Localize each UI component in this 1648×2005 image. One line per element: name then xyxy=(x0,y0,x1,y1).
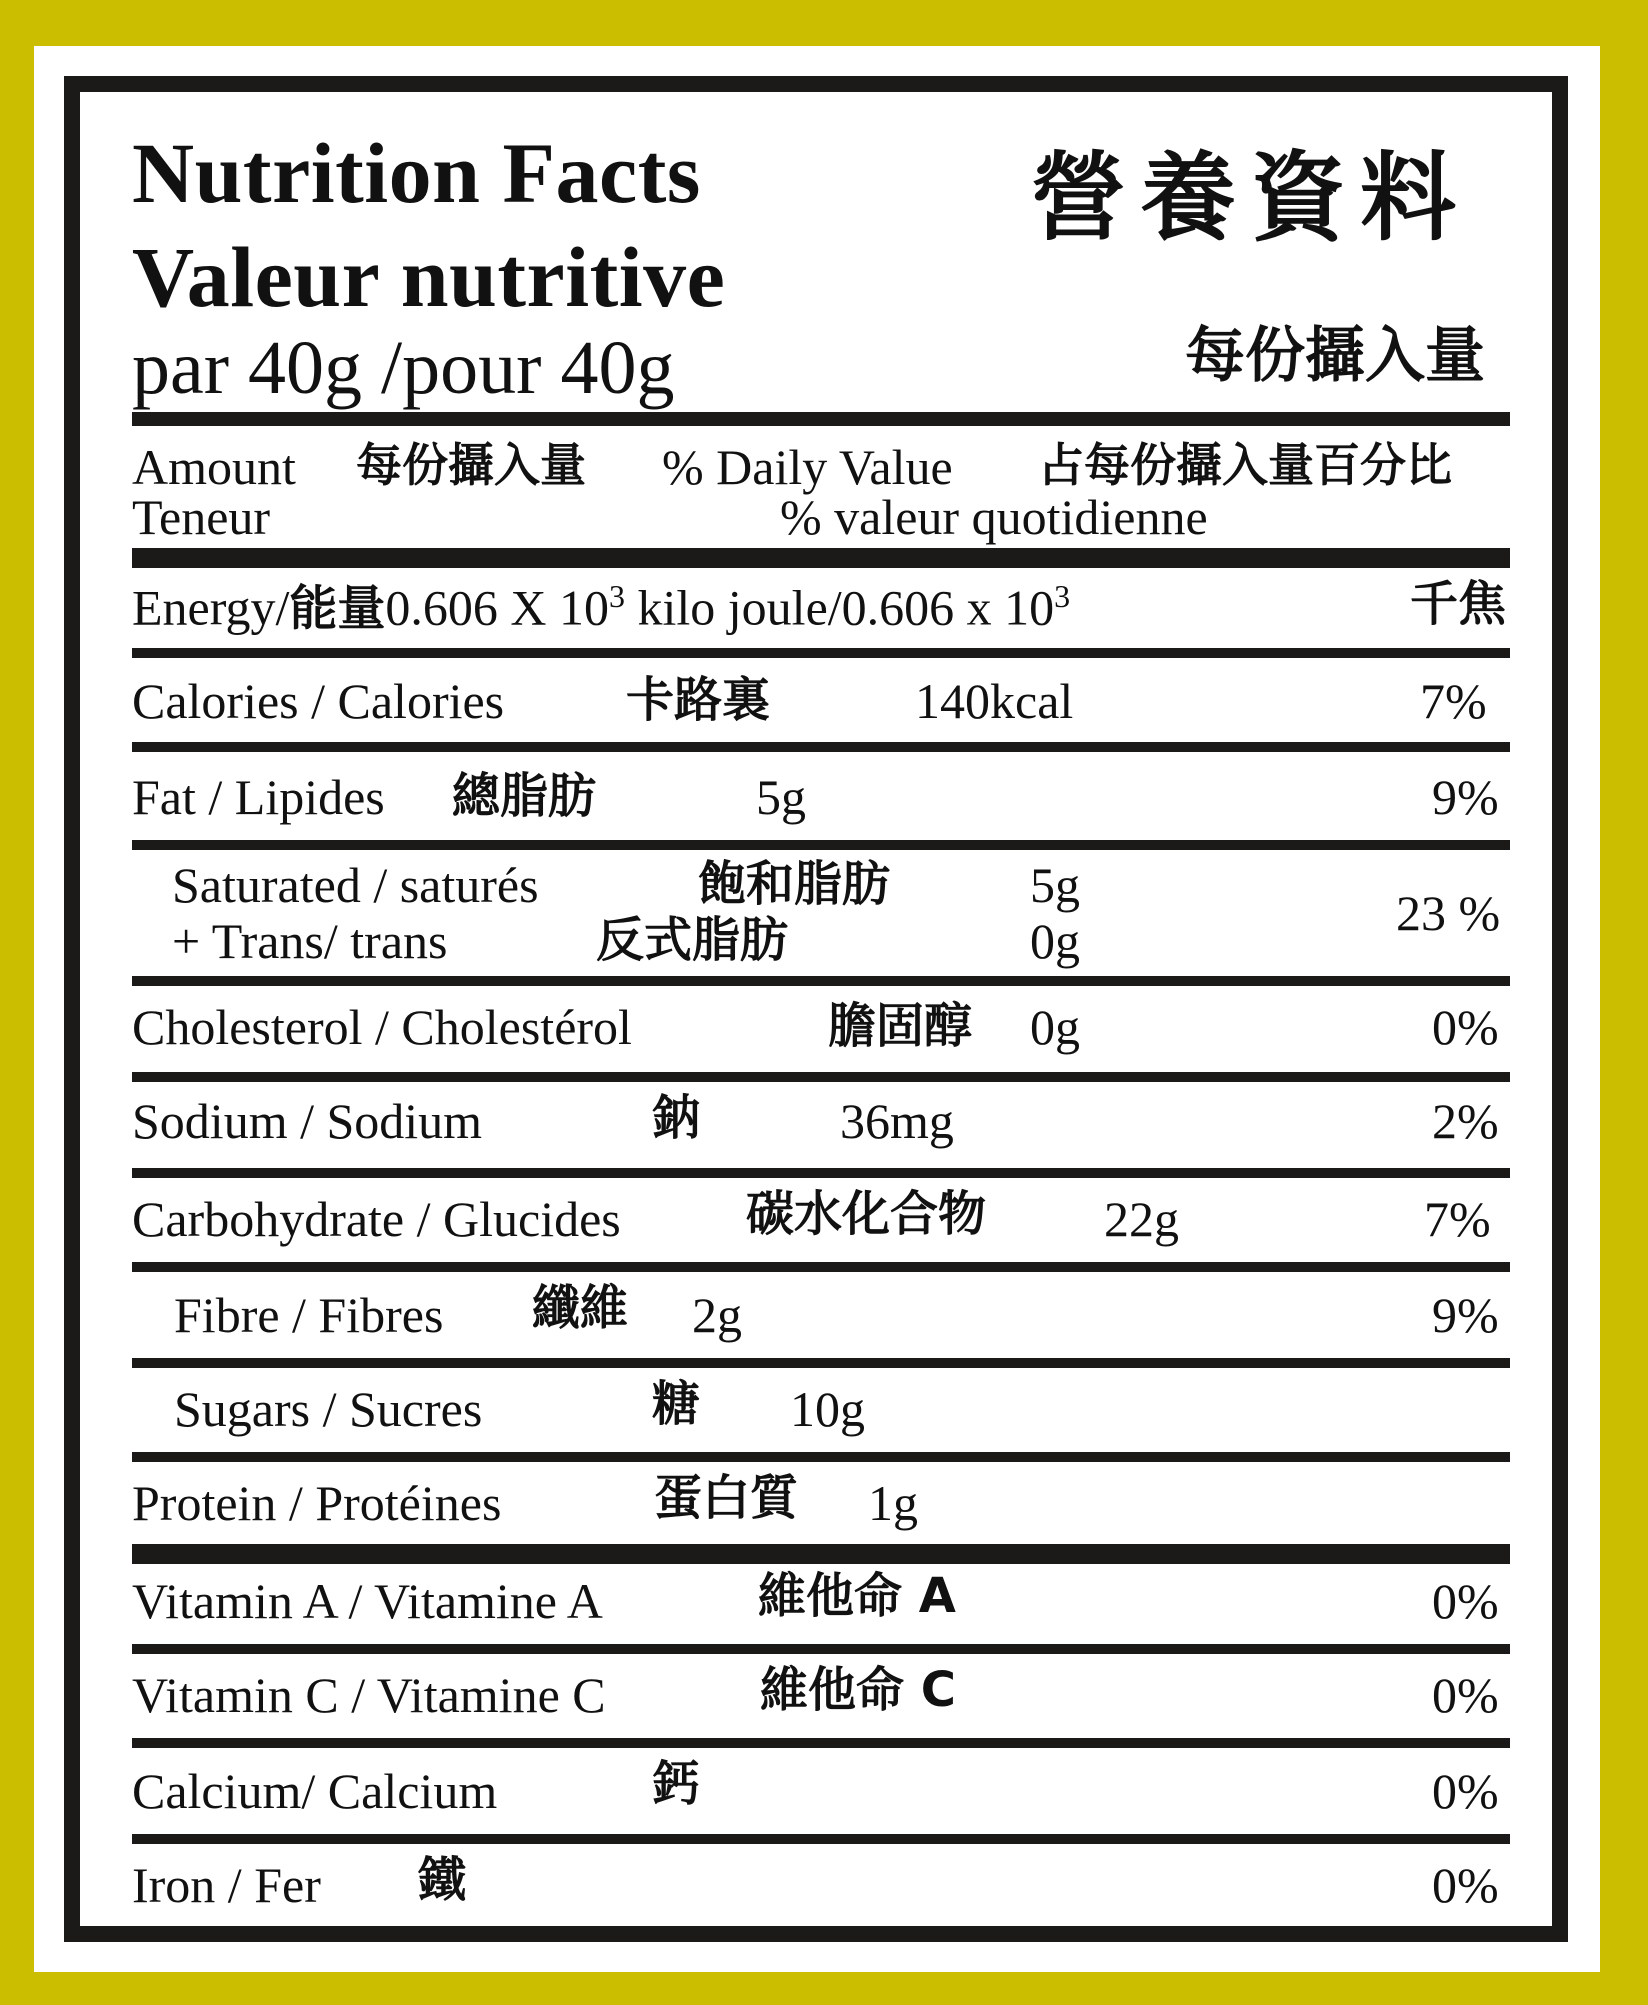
rule xyxy=(132,1644,1510,1654)
cholesterol-label-chinese: 膽固醇 xyxy=(828,998,973,1054)
energy-label-chinese: 能量 xyxy=(289,580,386,637)
valeur-quotidienne-heading: % valeur quotidienne xyxy=(780,489,1208,545)
rule xyxy=(132,1834,1510,1844)
calcium-label: Calcium/ Calcium xyxy=(132,1763,498,1819)
calcium-label-chinese: 鈣 xyxy=(652,1756,701,1812)
title-english: Nutrition Facts xyxy=(132,125,701,221)
sugars-label-chinese: 糖 xyxy=(652,1376,701,1432)
energy-exponent: 3 xyxy=(609,578,625,614)
calories-amount: 140kcal xyxy=(915,673,1074,729)
sodium-amount: 36mg xyxy=(840,1093,954,1149)
calories-label-chinese: 卡路裏 xyxy=(626,672,771,728)
iron-daily-value: 0% xyxy=(1432,1857,1499,1913)
trans-label-chinese: 反式脂肪 xyxy=(596,912,789,968)
thick-rule xyxy=(132,412,1510,426)
energy-unit-chinese: 千焦 xyxy=(1410,576,1507,632)
serving-size-chinese: 每份攝入量 xyxy=(1185,321,1485,391)
rule xyxy=(132,1168,1510,1178)
rule xyxy=(132,1738,1510,1748)
sugars-amount: 10g xyxy=(790,1381,865,1437)
rule xyxy=(132,648,1510,658)
vitamin-c-daily-value: 0% xyxy=(1432,1667,1499,1723)
protein-label-chinese: 蛋白質 xyxy=(654,1470,799,1526)
fat-label: Fat / Lipides xyxy=(132,769,385,825)
title-french: Valeur nutritive xyxy=(132,229,726,325)
thick-rule xyxy=(132,1544,1510,1564)
protein-label: Protein / Protéines xyxy=(132,1475,502,1531)
thick-rule xyxy=(132,548,1510,568)
saturated-label-chinese: 飽和脂肪 xyxy=(698,856,891,912)
carbohydrate-amount: 22g xyxy=(1104,1191,1179,1247)
trans-label: + Trans/ trans xyxy=(172,913,448,969)
fibre-label: Fibre / Fibres xyxy=(174,1287,444,1343)
cholesterol-daily-value: 0% xyxy=(1432,999,1499,1055)
carbohydrate-label: Carbohydrate / Glucides xyxy=(132,1191,621,1247)
serving-size: par 40g /pour 40g xyxy=(132,326,675,410)
vitamin-a-daily-value: 0% xyxy=(1432,1573,1499,1629)
daily-value-heading-chinese: 占每份攝入量百分比 xyxy=(1038,438,1452,492)
protein-amount: 1g xyxy=(868,1475,918,1531)
trans-amount: 0g xyxy=(1030,913,1080,969)
iron-label: Iron / Fer xyxy=(132,1857,321,1913)
rule xyxy=(132,1072,1510,1082)
fat-label-chinese: 總脂肪 xyxy=(452,768,597,824)
title-chinese: 營養資料 xyxy=(1030,142,1470,254)
energy-row xyxy=(132,578,1071,637)
energy-exponent: 3 xyxy=(1054,578,1071,614)
saturated-label: Saturated / saturés xyxy=(172,857,539,913)
rule xyxy=(132,742,1510,752)
rule xyxy=(132,840,1510,850)
fibre-label-chinese: 纖維 xyxy=(532,1280,629,1336)
vitamin-c-label: Vitamin C / Vitamine C xyxy=(132,1667,606,1723)
fibre-daily-value: 9% xyxy=(1432,1287,1499,1343)
saturated-trans-daily-value: 23 % xyxy=(1396,885,1501,941)
rule xyxy=(132,976,1510,986)
saturated-amount: 5g xyxy=(1030,857,1080,913)
calcium-daily-value: 0% xyxy=(1432,1763,1499,1819)
rule xyxy=(132,1452,1510,1462)
cholesterol-label: Cholesterol / Cholestérol xyxy=(132,999,632,1055)
cholesterol-amount: 0g xyxy=(1030,999,1080,1055)
fat-daily-value: 9% xyxy=(1432,769,1499,825)
sodium-label: Sodium / Sodium xyxy=(132,1093,483,1149)
teneur-heading: Teneur xyxy=(132,489,271,545)
rule xyxy=(132,1358,1510,1368)
sugars-label: Sugars / Sucres xyxy=(174,1381,483,1437)
vitamin-a-label-chinese: 維他命 A xyxy=(758,1568,956,1624)
vitamin-c-label-chinese: 維他命 C xyxy=(760,1662,956,1718)
carbohydrate-daily-value: 7% xyxy=(1424,1191,1491,1247)
iron-label-chinese: 鐵 xyxy=(418,1852,467,1908)
carbohydrate-label-chinese: 碳水化合物 xyxy=(746,1186,987,1242)
amount-heading: Amount xyxy=(132,439,296,495)
energy-value: 0.606 X 10 xyxy=(385,579,609,636)
sodium-daily-value: 2% xyxy=(1432,1093,1499,1149)
sodium-label-chinese: 鈉 xyxy=(652,1090,701,1146)
fat-amount: 5g xyxy=(756,769,806,825)
fibre-amount: 2g xyxy=(692,1287,742,1343)
daily-value-heading: % Daily Value xyxy=(662,439,953,495)
vitamin-a-label: Vitamin A / Vitamine A xyxy=(132,1573,603,1629)
rule xyxy=(132,1262,1510,1272)
calories-daily-value: 7% xyxy=(1420,673,1487,729)
energy-value-continued: kilo joule/0.606 x 10 xyxy=(625,579,1055,636)
amount-heading-chinese: 每份攝入量 xyxy=(356,438,586,492)
calories-label: Calories / Calories xyxy=(132,673,505,729)
energy-label: Energy/ xyxy=(132,579,290,636)
